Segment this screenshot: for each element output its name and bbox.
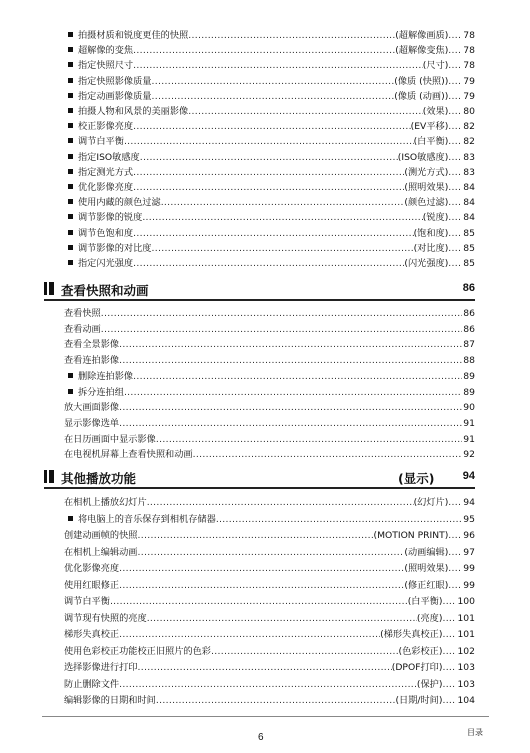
toc-entry-menu-name: (梯形失真校正) (380, 629, 443, 640)
dot-leader (119, 401, 462, 415)
toc-entry-title: 指定动画影像质量 (78, 90, 152, 102)
toc-entry-page: 103 (457, 662, 475, 673)
footer-page-number: 6 (258, 732, 264, 743)
toc-entry[interactable] (64, 529, 475, 543)
toc-entry[interactable] (64, 338, 475, 352)
toc-entry[interactable] (68, 44, 475, 58)
toc-entry-page: 99 (463, 563, 475, 574)
toc-entry-menu-name: (色彩校正) (398, 645, 443, 657)
toc-entry-title: 查看连拍影像 (64, 355, 120, 367)
dot-leader (211, 645, 399, 659)
toc-entry-title: 指定快照尺寸 (78, 60, 134, 72)
toc-entry[interactable] (68, 105, 475, 119)
toc-entry-title: 创建动画帧的快照 (64, 530, 138, 541)
dot-leader (133, 181, 404, 195)
toc-entry-page: 99 (463, 579, 475, 591)
footer-section-label: 目录 (467, 728, 483, 737)
bullet-square-icon (68, 199, 73, 204)
dot-leader (448, 135, 462, 149)
toc-entry-title: 梯形失真校正 (64, 629, 120, 640)
section-menu-name: (显示) (398, 471, 435, 486)
dot-leader (448, 181, 462, 195)
bullet-square-icon (68, 260, 73, 265)
toc-entry[interactable] (68, 75, 475, 89)
toc-entry-page: 78 (463, 30, 475, 41)
toc-entry-menu-name: (锐度) (422, 212, 449, 224)
toc-entry-title: 校正影像亮度 (78, 121, 134, 133)
toc-entry[interactable] (64, 612, 475, 626)
toc-entry-page: 86 (463, 308, 475, 319)
toc-entry-menu-name: (修正红眼) (404, 579, 449, 591)
section-marker-icon (44, 470, 49, 483)
toc-entry[interactable] (64, 595, 475, 609)
toc-entry-title: 删除连拍影像 (78, 370, 134, 382)
toc-entry[interactable] (64, 307, 475, 321)
toc-entry-title: 在电视机屏幕上查看快照和动画 (64, 449, 193, 461)
bullet-square-icon (68, 169, 73, 174)
dot-leader (448, 44, 462, 58)
toc-entry-title: 优化影像亮度 (64, 563, 120, 574)
toc-entry-page: 86 (463, 323, 475, 335)
toc-entry-page: 97 (463, 546, 475, 558)
section-header-playback (44, 469, 475, 489)
toc-entry-page: 100 (457, 596, 475, 607)
dot-leader (448, 227, 462, 241)
bullet-square-icon (68, 230, 73, 235)
toc-entry-page: 103 (457, 678, 475, 690)
toc-entry[interactable] (64, 694, 475, 708)
toc-entry-title: 拍摄材质和锐度更佳的快照 (78, 30, 189, 41)
toc-entry-menu-name: (颜色过滤) (404, 197, 449, 209)
toc-entry-page: 83 (463, 166, 475, 178)
toc-entry-title: 放大画面影像 (64, 402, 120, 414)
toc-entry[interactable] (64, 645, 475, 659)
bullet-square-icon (68, 516, 73, 521)
bullet-square-icon (68, 184, 73, 189)
dot-leader (448, 105, 462, 119)
toc-entry-title: 调节色饱和度 (78, 227, 134, 239)
toc-entry-page: 91 (463, 433, 475, 445)
toc-entry-page: 101 (457, 629, 475, 640)
toc-entry-page: 85 (463, 242, 475, 254)
toc-entry[interactable] (64, 448, 475, 462)
dot-leader (448, 562, 462, 576)
dot-leader (119, 628, 380, 642)
toc-entry-menu-name: (饱和度) (413, 227, 449, 239)
dot-leader (133, 166, 404, 180)
dot-leader (101, 323, 463, 337)
toc-entry-menu-name: (照明效果) (404, 182, 449, 193)
toc-entry[interactable] (68, 29, 475, 43)
dot-leader (152, 75, 395, 89)
dot-leader (101, 307, 463, 321)
bullet-square-icon (68, 62, 73, 67)
dot-leader (442, 628, 456, 642)
toc-entry-menu-name: (保护) (416, 678, 443, 690)
toc-entry-title: 查看动画 (64, 323, 101, 335)
bullet-square-icon (68, 245, 73, 250)
dot-leader (188, 29, 395, 43)
toc-entry-title: 选择影像进行打印 (64, 662, 138, 673)
dot-leader (442, 678, 456, 692)
toc-entry-title: 查看全景影像 (64, 339, 120, 351)
section-title: 查看快照和动画 (61, 283, 149, 298)
toc-entry[interactable] (68, 166, 475, 180)
toc-entry[interactable] (68, 370, 475, 384)
toc-entry-menu-name: (闪光强度) (404, 258, 449, 269)
dot-leader (442, 595, 456, 609)
dot-leader (140, 151, 398, 165)
toc-entry[interactable] (68, 196, 475, 210)
toc-entry[interactable] (68, 59, 475, 73)
toc-entry-page: 96 (463, 530, 475, 541)
dot-leader (156, 694, 396, 708)
bullet-square-icon (68, 389, 73, 394)
toc-entry-menu-name: (动画编辑) (404, 546, 449, 558)
dot-leader (138, 529, 374, 543)
toc-entry[interactable] (64, 678, 475, 692)
toc-entry-title: 使用红眼修正 (64, 579, 120, 591)
toc-entry[interactable] (64, 562, 475, 576)
dot-leader (216, 513, 462, 527)
dot-leader (442, 694, 456, 708)
toc-entry[interactable] (64, 546, 475, 560)
dot-leader (448, 257, 462, 271)
toc-entry-title: 拆分连拍组 (78, 386, 124, 398)
bullet-square-icon (68, 123, 73, 128)
toc-entry-menu-name: (测光方式) (404, 166, 449, 178)
dot-leader (448, 529, 462, 543)
toc-entry-page: 90 (463, 402, 475, 414)
dot-leader (147, 496, 414, 510)
dot-leader (448, 75, 462, 89)
toc-entry-title: 调节白平衡 (78, 136, 124, 148)
toc-entry-menu-name: (白平衡) (407, 596, 443, 607)
toc-entry-title: 指定ISO敏感度 (78, 151, 140, 163)
dot-leader (142, 211, 422, 225)
toc-entry-title: 超解像的变焦 (78, 45, 134, 57)
section-page-number: 86 (462, 282, 475, 294)
toc-entry-title: 在相机上编辑动画 (64, 546, 138, 558)
footer-divider (42, 716, 489, 717)
dot-leader (448, 59, 462, 73)
toc-entry-title: 调节影像的对比度 (78, 242, 152, 254)
dot-leader (133, 59, 423, 73)
dot-leader (448, 29, 462, 43)
toc-entry-menu-name: (DPOF打印) (391, 662, 443, 673)
dot-leader (133, 257, 404, 271)
toc-entry-menu-name: (超解像变焦) (395, 45, 449, 57)
toc-entry[interactable] (68, 227, 475, 241)
toc-entry[interactable] (68, 257, 475, 271)
dot-leader (133, 120, 411, 134)
toc-entry[interactable] (68, 181, 475, 195)
dot-leader (442, 661, 456, 675)
dot-leader (442, 645, 456, 659)
section-marker-icon (44, 282, 49, 295)
toc-entry-page: 78 (463, 45, 475, 57)
toc-entry[interactable] (68, 513, 475, 527)
dot-leader (138, 546, 405, 560)
dot-leader (442, 612, 456, 626)
dot-leader (119, 338, 462, 352)
toc-entry[interactable] (64, 417, 475, 431)
toc-entry-title: 将电脑上的音乐保存到相机存储器 (78, 513, 216, 525)
toc-entry-page: 83 (463, 151, 475, 163)
toc-entry[interactable] (64, 354, 475, 368)
toc-entry-page: 79 (463, 90, 475, 102)
toc-entry[interactable] (64, 433, 475, 447)
dot-leader (119, 417, 462, 431)
toc-entry-title: 显示影像选单 (64, 417, 120, 429)
toc-entry-menu-name: (EV平移) (410, 121, 449, 133)
dot-leader (448, 546, 462, 560)
toc-entry-page: 91 (463, 417, 475, 429)
dot-leader (448, 151, 462, 165)
toc-entry-title: 在相机上播放幻灯片 (64, 497, 147, 508)
toc-entry-menu-name: (日期/时间) (395, 695, 443, 706)
toc-entry[interactable] (68, 242, 475, 256)
toc-entry-menu-name: (超解像画质) (395, 30, 449, 41)
toc-entry-title: 指定快照影像质量 (78, 75, 152, 87)
toc-entry-menu-name: (像质 (动画)) (394, 90, 449, 102)
dot-leader (448, 196, 462, 210)
dot-leader (152, 242, 414, 256)
bullet-square-icon (68, 32, 73, 37)
toc-entry-page: 79 (463, 75, 475, 87)
toc-entry[interactable] (68, 151, 475, 165)
toc-entry-page: 84 (463, 212, 475, 224)
bullet-square-icon (68, 93, 73, 98)
dot-leader (448, 120, 462, 134)
toc-entry-title: 使用内藏的颜色过滤 (78, 197, 161, 209)
bullet-square-icon (68, 47, 73, 52)
toc-entry-page: 89 (463, 386, 475, 398)
toc-entry-menu-name: (ISO敏感度) (397, 151, 449, 163)
toc-entry[interactable] (64, 628, 475, 642)
dot-leader (448, 579, 462, 593)
toc-entry-page: 104 (457, 695, 475, 706)
toc-entry-title: 拍摄人物和风景的美丽影像 (78, 106, 189, 117)
dot-leader (119, 678, 417, 692)
toc-entry-page: 102 (457, 645, 475, 657)
bullet-square-icon (68, 373, 73, 378)
toc-entry-page: 84 (463, 182, 475, 193)
toc-entry[interactable] (68, 386, 475, 400)
toc-entry-title: 编辑影像的日期和时间 (64, 695, 156, 706)
toc-entry-menu-name: (MOTION PRINT) (373, 530, 449, 541)
dot-leader (119, 354, 462, 368)
toc-entry-title: 调节白平衡 (64, 596, 110, 607)
toc-entry[interactable] (64, 323, 475, 337)
dot-leader (448, 211, 462, 225)
dot-leader (133, 227, 413, 241)
bullet-square-icon (68, 214, 73, 219)
toc-entry-page: 82 (463, 121, 475, 133)
toc-entry-menu-name: (对比度) (413, 242, 449, 254)
toc-entry-page: 80 (463, 106, 475, 117)
toc-entry-title: 调节现有快照的亮度 (64, 612, 147, 624)
toc-entry-title: 查看快照 (64, 308, 101, 319)
toc-entry-title: 调节影像的锐度 (78, 212, 143, 224)
section-page-number: 94 (462, 470, 475, 482)
toc-entry-page: 84 (463, 197, 475, 209)
toc-entry[interactable] (64, 661, 475, 675)
toc-entry[interactable] (64, 496, 475, 510)
toc-entry-page: 94 (463, 497, 475, 508)
dot-leader (448, 90, 462, 104)
dot-leader (119, 562, 404, 576)
dot-leader (152, 90, 395, 104)
dot-leader (133, 370, 462, 384)
dot-leader (156, 433, 462, 447)
toc-entry-menu-name: (幻灯片) (413, 497, 449, 508)
toc-entry-menu-name: (白平衡) (413, 136, 449, 148)
toc-entry-title: 优化影像亮度 (78, 182, 134, 193)
dot-leader (138, 661, 392, 675)
dot-leader (133, 44, 395, 58)
toc-entry[interactable] (68, 135, 475, 149)
toc-entry[interactable] (68, 120, 475, 134)
toc-entry-title: 使用色彩校正功能校正旧照片的色彩 (64, 645, 211, 657)
toc-entry-menu-name: (亮度) (416, 612, 443, 624)
toc-entry-page: 101 (457, 612, 475, 624)
toc-entry[interactable] (68, 211, 475, 225)
toc-entry-menu-name: (效果) (422, 106, 449, 117)
toc-entry-page: 95 (463, 513, 475, 525)
dot-leader (161, 196, 405, 210)
bullet-square-icon (68, 154, 73, 159)
dot-leader (188, 105, 423, 119)
toc-entry[interactable] (64, 401, 475, 415)
bullet-square-icon (68, 108, 73, 113)
toc-entry-page: 89 (463, 370, 475, 382)
toc-entry[interactable] (68, 90, 475, 104)
dot-leader (110, 595, 408, 609)
section-title: 其他播放功能 (61, 471, 137, 486)
toc-entry-page: 85 (463, 227, 475, 239)
toc-entry-page: 87 (463, 339, 475, 351)
toc-entry-title: 防止删除文件 (64, 678, 120, 690)
toc-entry-page: 88 (463, 355, 475, 367)
bullet-square-icon (68, 138, 73, 143)
dot-leader (147, 612, 417, 626)
dot-leader (193, 448, 463, 462)
toc-entry-page: 92 (463, 449, 475, 461)
toc-entry-page: 82 (463, 136, 475, 148)
dot-leader (124, 386, 462, 400)
toc-entry-page: 85 (463, 258, 475, 269)
toc-entry-menu-name: (像质 (快照)) (394, 75, 449, 87)
section-header-view (44, 281, 475, 301)
toc-entry-title: 在日历画面中显示影像 (64, 433, 156, 445)
toc-entry-title: 指定测光方式 (78, 166, 134, 178)
dot-leader (119, 579, 404, 593)
dot-leader (448, 496, 462, 510)
dot-leader (448, 166, 462, 180)
toc-entry-menu-name: (照明效果) (404, 563, 449, 574)
dot-leader (448, 242, 462, 256)
toc-entry-menu-name: (尺寸) (422, 60, 449, 72)
toc-entry[interactable] (64, 579, 475, 593)
bullet-square-icon (68, 78, 73, 83)
toc-entry-page: 78 (463, 60, 475, 72)
toc-entry-title: 指定闪光强度 (78, 258, 134, 269)
dot-leader (124, 135, 414, 149)
